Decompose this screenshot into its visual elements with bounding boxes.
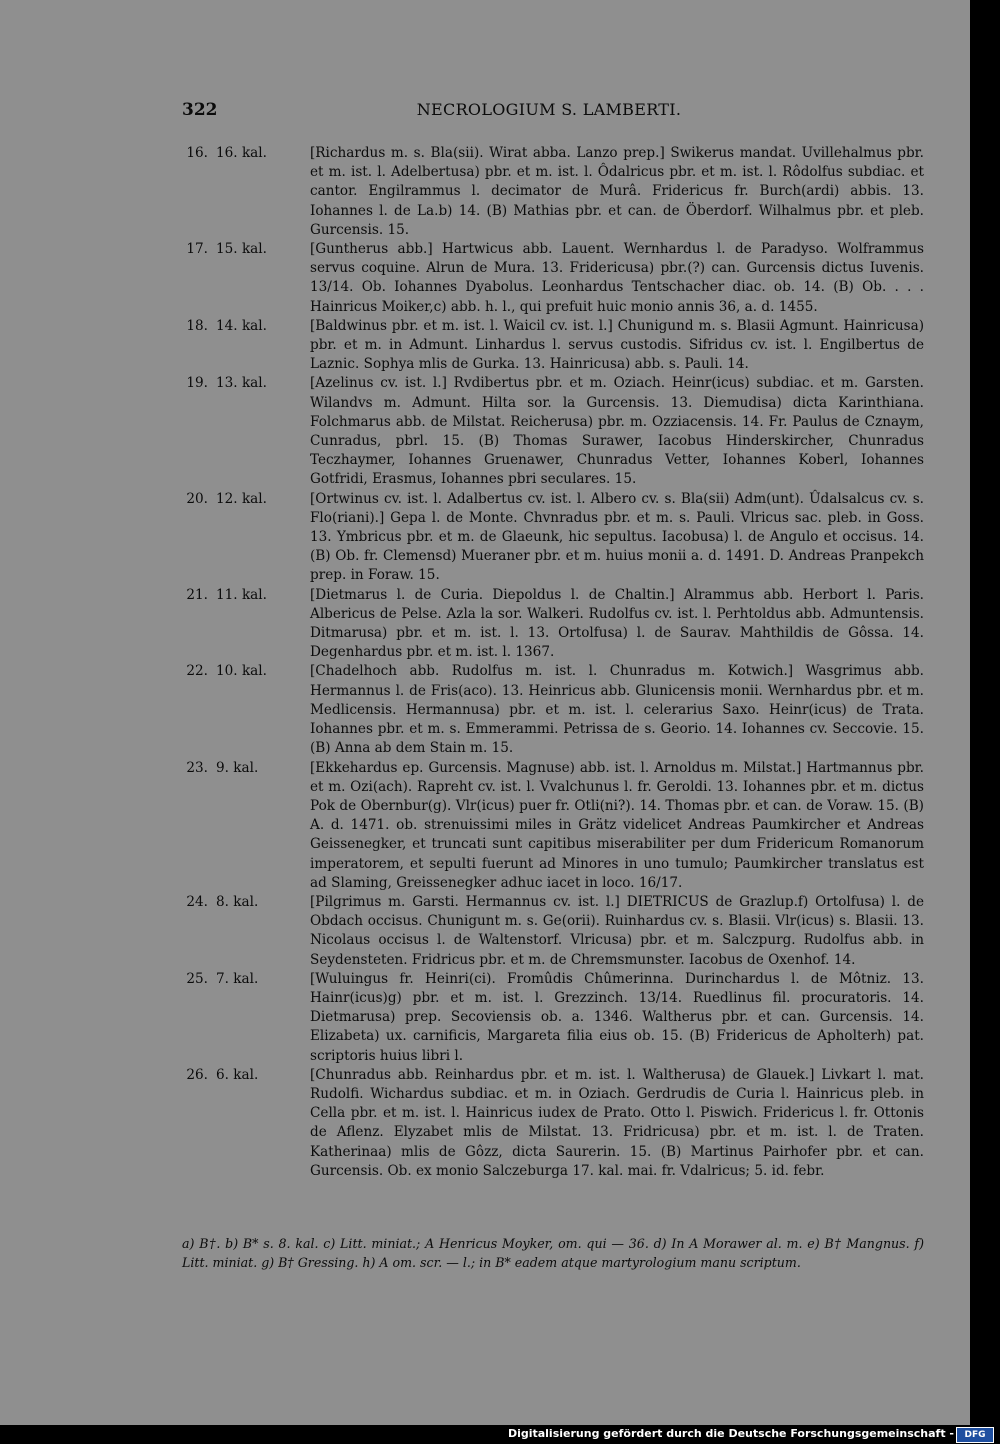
entry-text: [Ekkehardus ep. Gurcensis. Magnuse) abb. ist. l. Arnoldus m. Milstat.] Hartmannus pbr. et m. Ozi(ach). Rapreht cv. ist. l. Vvalchunus l. fr. Geroldi. 13. Iohannes pbr. et m. dictus Pok de Obernbur(g). Vlr(icus) puer fr. Otli(ni?). 14. Thomas pbr. et can. de Voraw. 15. (B) A. d. 1471. ob. strenuissimi miles in Grätz videlicet Andreas Paumkircher et Andreas Geissenegker, et truncati sunt capitibus miserabiliter per dum Fridericum Romanorum imperatorem, et sepulti fuerunt ad Minores in uno tumulo; Paumkircher translatus est ad Slaming, Greissenegker adhuc iacet in loco. 16/17. <box>310 759 924 891</box>
entry-day-number: 21. <box>186 586 208 603</box>
entry-day-number: 16. <box>186 145 208 161</box>
entry-text: [Ortwinus cv. ist. l. Adalbertus cv. ist. l. Albero cv. s. Bla(sii) Adm(unt). Ûdalsalcus cv. s. Flo(riani).] Gepa l. de Monte. Chvnradus pbr. et m. s. Pauli. Vlricus sac. pleb. in Goss. 13. Ymbricus pbr. et m. de Glaeunk, hic sepultus. Iacobusa) l. de Angulo et occisus. 14. (B) Ob. fr. Clemensd) Mueraner pbr. et m. huius monii a. d. 1491. D. Andreas Pranpekch prep. in Foraw. 15. <box>310 490 924 584</box>
necrology-entry <box>170 970 924 1066</box>
entry-day-number: 19. <box>186 375 208 392</box>
entry-kalends-date: 7. kal. <box>216 970 259 987</box>
entry-kalends-date: 8. kal. <box>216 893 259 910</box>
entry-kalends-date: 14. kal. <box>216 317 267 334</box>
entry-text: [Baldwinus pbr. et m. ist. l. Waicil cv. ist. l.] Chunigund m. s. Blasii Agmunt. Hainricusa) pbr. et m. in Admunt. Linhardus l. servus custodis. Sifridus cv. ist. l. Engilbertus de Laznic. Sophya mlis de Gurka. 13. Hainricusa) abb. s. Pauli. 14. <box>310 317 924 373</box>
entry-day-number: 26. <box>186 1066 208 1083</box>
entry-text: [Azelinus cv. ist. l.] Rvdibertus pbr. et m. Oziach. Heinr(icus) subdiac. et m. Garsten. Wilandvs m. Admunt. Hilta sor. la Gurcensis. 13. Diemudisa) dicta Karinthiana. Folchmarus abb. de Milstat. Reicherusa) pbr. m. Ozziacensis. 14. Fr. Paulus de Cznaym, Cunradus, pbrl. 15. (B) Thomas Surawer, Iacobus Hinderskircher, Chunradus Teczhaymer, Iohannes Gruenawer, Chunradus Vetter, Iohannes Koberl, Iohannes Gotfridi, Erasmus, Iohannes pbri seculares. 15. <box>310 375 924 488</box>
entry-kalends-date: 16. kal. <box>216 145 267 161</box>
entry-day-number: 18. <box>186 317 208 334</box>
entry-day-number: 23. <box>186 759 208 776</box>
necrology-entry <box>170 374 924 489</box>
necrology-entry <box>170 586 924 663</box>
necrology-entry <box>170 662 924 758</box>
entry-day-number: 20. <box>186 490 208 507</box>
footer-bar <box>0 1425 1000 1444</box>
necrology-entry <box>170 1066 924 1181</box>
entry-kalends-date: 9. kal. <box>216 759 259 776</box>
necrology-entries <box>170 144 924 1181</box>
necrology-entry <box>170 490 924 586</box>
entry-kalends-date: 15. kal. <box>216 241 267 258</box>
entry-day-number: 25. <box>186 970 208 987</box>
page-number: 322 <box>182 100 218 120</box>
entry-text: [Guntherus abb.] Hartwicus abb. Lauent. Wernhardus l. de Paradyso. Wolframmus servus coquine. Alrun de Mura. 13. Fridericusa) pbr.(?) can. Gurcensis dictus Iuvenis. 13/14. Ob. Iohannes Dyabolus. Leonhardus Tentschacher diac. ob. 14. (B) Ob. . . . Hainricus Moiker,c) abb. h. l., qui prefuit huic monio annis 36, a. d. 1455. <box>310 241 924 315</box>
entry-text: [Chadelhoch abb. Rudolfus m. ist. l. Chunradus m. Kotwich.] Wasgrimus abb. Hermannus l. de Fris(aco). 13. Heinricus abb. Glunicensis monii. Wernhardus pbr. et m. Medlicensis. Hermannusa) pbr. et m. ist. l. celerarius Saxo. Heinr(icus) de Trata. Iohannes pbr. et m. s. Emmerammi. Petrissa de s. Georio. 14. Iohannes cv. Seccovie. 15. (B) Anna ab dem Stain m. 15. <box>310 663 924 757</box>
entry-kalends-date: 13. kal. <box>216 375 267 392</box>
entry-day-number: 24. <box>186 893 208 910</box>
entry-kalends-date: 11. kal. <box>216 586 267 603</box>
entry-day-number: 22. <box>186 663 208 680</box>
necrology-entry <box>170 144 924 240</box>
entry-text: [Wuluingus fr. Heinri(ci). Fromûdis Chûmerinna. Durinchardus l. de Môtniz. 13. Hainr(icus)g) pbr. et m. ist. l. Grezzinch. 13/14. Ruedlinus fil. procuratoris. 14. Dietmarusa) prep. Secoviensis ob. a. 1346. Waltherus pbr. et can. Gurcensis. 14. Elizabeta) ux. carnificis, Margareta filia eius ob. 15. (B) Fridericus de Apholterh) pat. scriptoris huius libri l. <box>310 970 924 1064</box>
funding-credit: Digitalisierung gefördert durch die Deutsche Forschungsgemeinschaft - <box>507 1427 954 1440</box>
entry-kalends-date: 12. kal. <box>216 490 267 507</box>
running-head <box>182 100 916 124</box>
necrology-entry <box>170 759 924 893</box>
entry-text: [Dietmarus l. de Curia. Diepoldus l. de Chaltin.] Alrammus abb. Herbort l. Paris. Albericus de Pelse. Azla la sor. Walkeri. Rudolfus cv. ist. l. Perhtoldus abb. Admuntensis. Ditmarusa) pbr. et m. ist. l. 13. Ortolfusa) l. de Saurav. Mahthildis de Gôssa. 14. Degenhardus pbr. et m. ist. l. 1367. <box>310 586 924 661</box>
dfg-logo: DFG <box>956 1427 994 1443</box>
page-title: NECROLOGIUM S. LAMBERTI. <box>416 100 682 119</box>
necrology-entry <box>170 317 924 375</box>
entry-text: [Chunradus abb. Reinhardus pbr. et m. ist. l. Waltherusa) de Glauek.] Livkart l. mat. Rudolfi. Wichardus subdiac. et m. in Oziach. Gerdrudis de Curia l. Hainricus pleb. in Cella pbr. et m. ist. l. Hainricus iudex de Prato. Otto l. Piswich. Fridericus l. fr. Ottonis de Aflenz. Elyzabet mlis de Milstat. 13. Fridricusa) pbr. et m. ist. l. de Traten. Katherinaa) mlis de Gôzz, dicta Saurerin. 15. (B) Martinus Pairhofer pbr. et can. Gurcensis. Ob. ex monio Salczeburga 17. kal. mai. fr. Vdalricus; 5. id. febr. <box>310 1066 924 1179</box>
entry-day-number: 17. <box>186 241 208 258</box>
entry-text: [Pilgrimus m. Garsti. Hermannus cv. ist. l.] DIETRICUS de Grazlup.f) Ortolfusa) l. de Obdach occisus. Chunigunt m. s. Ge(orii). Ruinhardus cv. s. Blasii. Vlr(icus) s. Blasii. 13. Nicolaus occisus l. de Waltenstorf. Vlricusa) pbr. et m. Salczpurg. Rudolfus abb. in Seydensteten. Fridricus pbr. et m. de Chremsmunster. Iacobus de Oxenhof. 14. <box>310 893 924 968</box>
necrology-entry <box>170 240 924 317</box>
footnotes: a) B†. b) B* s. 8. kal. c) Litt. miniat.; A Henricus Moyker, om. qui — 36. d) In A Morawer al. m. e) B† Mangnus. f) Litt. miniat. g) B† Gressing. h) A om. scr. — l.; in B* eadem atque martyrologium manu scriptum. <box>182 1236 924 1270</box>
entry-text: [Richardus m. s. Bla(sii). Wirat abba. Lanzo prep.] Swikerus mandat. Uvillehalmus pbr. et m. ist. l. Adelbertusa) pbr. et m. ist. l. Ôdalricus pbr. et m. ist. l. Rôdolfus subdiac. et cantor. Engilrammus l. decimator de Murâ. Fridericus fr. Burch(ardi) abbis. 13. Iohannes l. de La.b) 14. (B) Mathias pbr. et can. de Öberdorf. Wilhalmus pbr. et pleb. Gurcensis. 15. <box>310 145 924 238</box>
necrology-entry <box>170 893 924 970</box>
entry-kalends-date: 6. kal. <box>216 1066 259 1083</box>
entry-kalends-date: 10. kal. <box>216 663 267 680</box>
